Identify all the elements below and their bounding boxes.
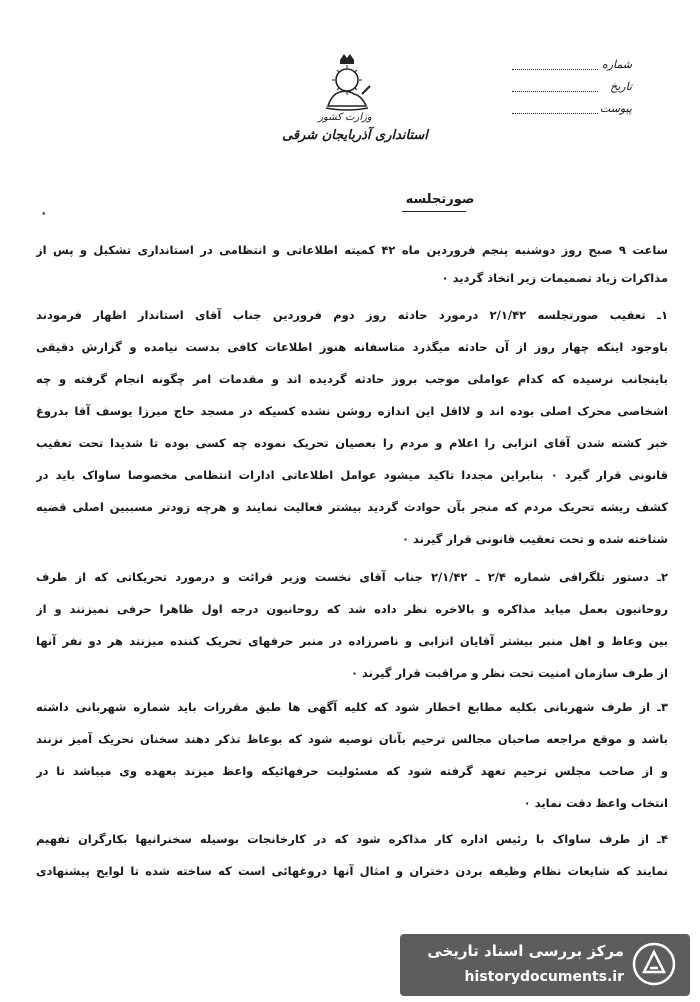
office-name: استانداری آذربایجان شرقی xyxy=(282,128,428,143)
attachment-label: پیوست xyxy=(599,102,632,115)
body-line: شناخته شده و تحت تعقیب قانونی قرار گیرند ۰ xyxy=(401,532,668,546)
date-field xyxy=(512,78,632,100)
body-line: قانونی قرار گیرد ۰ بنابراین مجددا تاکید میشود عوامل اطلاعاتی ادارات انتظامی مخصوصا ساواک باید در xyxy=(36,468,668,482)
body-line: نمایند که شایعات نظام وظیفه بردن دختران و امثال آنها دروغهائی است که ساخته شده تا لوایح پیشنهادی xyxy=(36,864,668,878)
body-line: باوجود اینکه چهار روز از آن حادثه میگذرد متاسفانه هنوز اطلاعات کافی بدست نیامده و گزارش دقیقی xyxy=(36,340,668,354)
number-line xyxy=(512,69,598,70)
body-line: باینجانب نرسیده که کدام عواملی موجب بروز حادثه گردیده اند و مقدمات امر چگونه انجام گرفته و چه xyxy=(36,372,668,386)
body-line: ۴ـ از طرف ساواک با رئیس اداره کار مذاکره شود که در کارخانجات بوسیله سخنرانیها بکارگران تفهیم xyxy=(36,832,668,846)
ministry-name: وزارت کشور xyxy=(318,112,372,123)
date-line xyxy=(512,91,598,92)
document-title: صورتجلسه xyxy=(405,192,475,207)
attachment-field xyxy=(512,100,632,122)
date-label: تاریخ xyxy=(610,80,632,93)
body-line: انتخاب واعظ دقت نماید ۰ xyxy=(523,796,668,810)
attachment-line xyxy=(512,113,598,114)
number-label: شماره xyxy=(601,58,632,71)
title-underline xyxy=(402,211,466,212)
body-line: باشد و موقع مراجعه صاحبان مجالس ترحیم بآنان توصیه شود که بوعاظ تذکر دهند سخنان تحریک آمیز نزنند xyxy=(36,732,668,746)
body-line: خبر کشته شدن آقای انزابی را اعلام و مردم را بعصیان تحریک نموده چه کسی بوده تا شدیدا تحت تعقیب xyxy=(36,436,668,450)
archive-logo-icon xyxy=(632,942,676,986)
lion-and-sun-emblem xyxy=(318,50,376,112)
body-line: کشف ریشه تحریک مردم که منجر بآن حوادث گردید بیشتر فعالیت نمایند و هرچه زودتر مسببین اصلی قضیه xyxy=(36,500,668,514)
watermark xyxy=(400,934,690,996)
body-line: از طرف سازمان امنیت تحت نظر و مراقبت قرار گیرند ۰ xyxy=(350,666,668,680)
body-line: اشخاصی محرک اصلی بوده اند و لااقل این اندازه روشن نشده کسیکه در مسجد حاج میرزا یوسف آقا بدروغ xyxy=(36,404,668,418)
body-line: و از صاحب مجلس ترحیم تعهد گرفته شود که مسئولیت حرفهائیکه واعظ میزند بعهده وی میباشد تا در xyxy=(36,764,668,778)
body-line: ۲ـ دستور تلگرافی شماره ۲/۴ ـ ۲/۱/۴۲ جناب آقای نخست وزیر قرائت و درمورد تحریکاتی که از طرف xyxy=(36,570,668,584)
margin-mark: ۰ xyxy=(40,206,48,220)
header-fields xyxy=(512,56,632,122)
body-line: بین وعاظ و اهل منبر بیشتر آقایان انزابی و ناصرزاده در منبر حرفهای تحریک کننده میزنند هر دو نفر آنها xyxy=(36,634,668,648)
watermark-name: مرکز بررسی اسناد تاریخی xyxy=(427,942,624,960)
body-line: ۳ـ از طرف شهربانی بکلیه مطابع اخطار شود که کلیه آگهی ها طبق مقررات باید شماره شهربانی داشته xyxy=(36,700,668,714)
number-field xyxy=(512,56,632,78)
body-line: مذاکرات زیاد تصمیمات زیر اتخاذ گردید ۰ xyxy=(441,271,668,285)
body-line: روحانیون بعمل میاید مذاکره و بالاخره نظر داده شد که روحانیون درجه اول ظاهرا حرفی نمیزنند و از xyxy=(36,602,668,616)
watermark-url: historydocuments.ir xyxy=(464,969,624,985)
body-line: ساعت ۹ صبح روز دوشنبه پنجم فروردین ماه ۴۲ کمیته اطلاعاتی و انتظامی در استانداری تشکیل و پس از xyxy=(36,243,668,257)
body-line: ۱ـ تعقیب صورتجلسه ۲/۱/۴۲ درمورد حادثه روز دوم فروردین جناب آقای استاندار اظهار فرمودند xyxy=(36,308,668,322)
